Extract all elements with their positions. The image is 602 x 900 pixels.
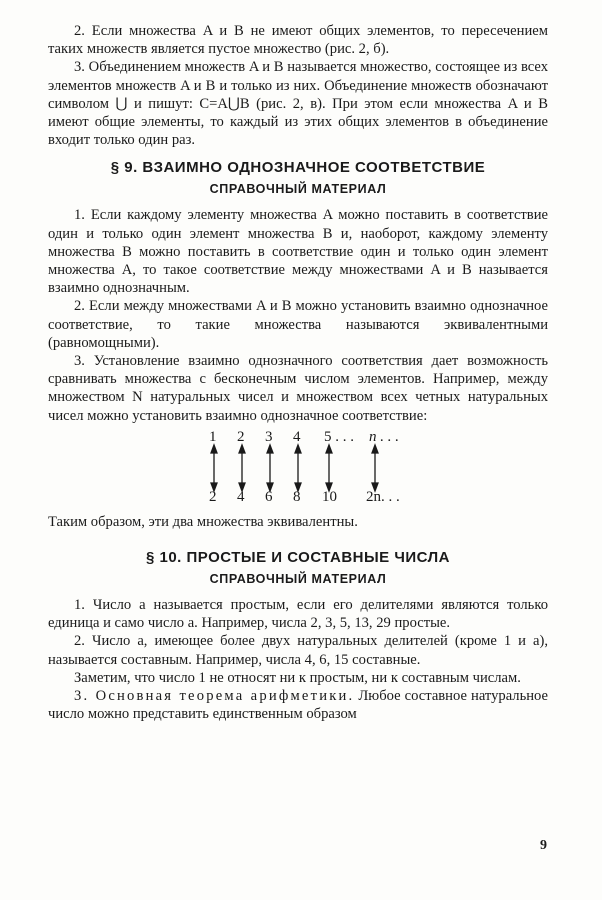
section-9-subtitle: СПРАВОЧНЫЙ МАТЕРИАЛ: [209, 182, 387, 197]
bottom-value: 10: [322, 488, 337, 505]
paragraph: [48, 687, 548, 723]
top-value: 5 . . .: [324, 428, 354, 445]
bottom-value: 4: [237, 488, 245, 505]
section-9-title: § 9. ВЗАИМНО ОДНОЗНАЧНОЕ СООТВЕТСТВИЕ: [110, 159, 486, 177]
paragraph: 1. Если каждому элементу множества A можно поставить в соответствие один и только один элемент множества B и, наоборот, каждому элементу множества B можно поставить в соответствие один и только один элемент множества A, то такое соответствие между множествами A и B называется взаимно однозначным.: [48, 207, 548, 297]
bottom-value: 8: [293, 488, 301, 505]
top-value: 1: [209, 428, 217, 445]
bottom-value: 2n. . .: [366, 488, 400, 505]
paragraph: 1. Число a называется простым, если его делителями являются только единица и само число a. Например, числа 2, 3, 5, 13, 29 простые.: [48, 597, 548, 632]
paragraph: Заметим, что число 1 не относят ни к простым, ни к составным числам.: [74, 669, 521, 686]
page-content: [48, 22, 548, 723]
paragraph: 3. Объединением множеств A и B называется множество, состоящее из всех элементов множеств A и B и только из них. Объединение множеств обозначают символом ⋃ и пишут: C=A⋃B (рис. 2, в). При этом если множества A и B имеют общие элементы, то каждый из этих общих элементов в объединение входит только один раз.: [48, 59, 548, 149]
paragraph: 2. Число a, имеющее более двух натуральных делителей (кроме 1 и a), называется составным. Например, числа 4, 6, 15 составные.: [48, 633, 548, 668]
top-value: 2: [237, 428, 245, 445]
paragraph: 2. Если множества A и B не имеют общих элементов, то пересечением таких множеств является пустое множество (рис. 2, б).: [48, 23, 548, 58]
correspondence-diagram: [48, 429, 548, 507]
paragraph-text: Любое составное натуральное число можно представить единственным образом: [48, 688, 548, 723]
section-10-subtitle: СПРАВОЧНЫЙ МАТЕРИАЛ: [209, 572, 387, 587]
section-10-title: § 10. ПРОСТЫЕ И СОСТАВНЫЕ ЧИСЛА: [145, 549, 450, 567]
top-value: 4: [293, 428, 301, 445]
page-number: 9: [540, 838, 547, 853]
top-value: n . . .: [369, 428, 399, 445]
theorem-name: 3. Основная теорема арифметики.: [74, 688, 355, 705]
paragraph: 3. Установление взаимно однозначного соответствия дает возможность сравнивать множества с бесконечным числом элементов. Например, между множеством N натуральных чисел и множеством всех четных натуральных чисел можно установить взаимно однозначное соответствие:: [48, 353, 548, 424]
paragraph: Таким образом, эти два множества эквивалентны.: [48, 513, 358, 530]
top-value: 3: [265, 428, 273, 445]
bottom-value: 6: [265, 488, 273, 505]
bottom-value: 2: [209, 488, 217, 505]
paragraph: 2. Если между множествами A и B можно установить взаимно однозначное соответствие, то такие множества называются эквивалентными (равномощными).: [48, 298, 548, 351]
